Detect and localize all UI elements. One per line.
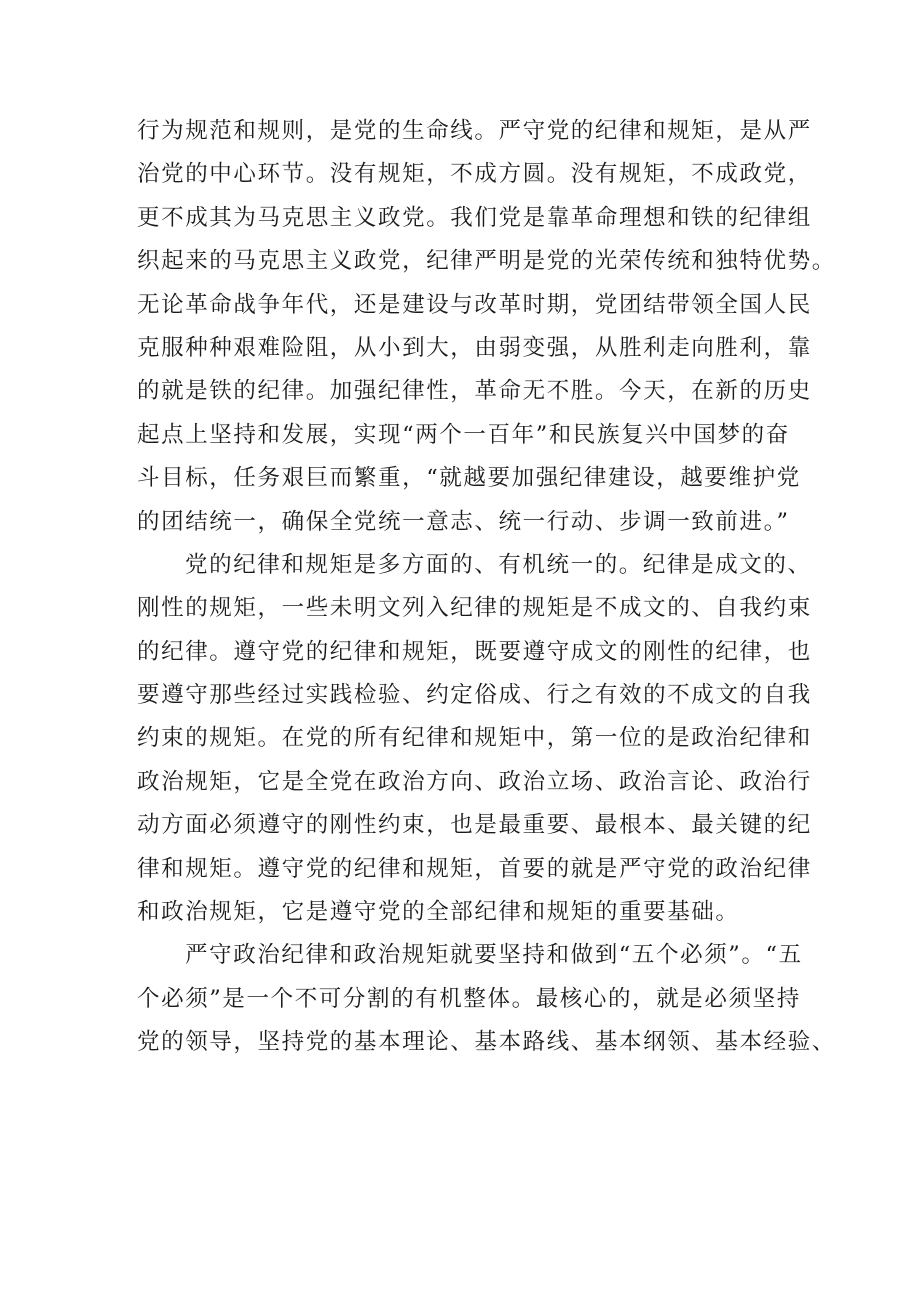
document-body: [137, 110, 836, 1065]
text-line: 织起来的马克思主义政党，纪律严明是党的光荣传统和独特优势。: [137, 248, 836, 275]
text-line: 动方面必须遵守的刚性约束，也是最重要、最根本、最关键的纪: [137, 812, 812, 839]
text-line: 约束的规矩。在党的所有纪律和规矩中，第一位的是政治纪律和: [137, 725, 812, 752]
text-line: 政治规矩，它是全党在政治方向、政治立场、政治言论、政治行: [137, 768, 812, 795]
paragraph-3: [137, 934, 836, 1064]
text-line: 党的领导，坚持党的基本理论、基本路线、基本纲领、基本经验、: [137, 1029, 836, 1056]
text-line: 的团结统一，确保全党统一意志、统一行动、步调一致前进。”: [137, 508, 790, 535]
text-line: 严守政治纪律和政治规矩就要坚持和做到“五个必须”。“五: [185, 942, 803, 969]
text-line: 个必须”是一个不可分割的有机整体。最核心的，就是必须坚持: [137, 985, 801, 1012]
paragraph-2: [137, 544, 817, 935]
text-line: 克服种种艰难险阻，从小到大，由弱变强，从胜利走向胜利，靠: [137, 334, 812, 361]
text-line: 刚性的规矩，一些未明文列入纪律的规矩是不成文的、自我约束: [137, 595, 812, 622]
text-line: 斗目标，任务艰巨而繁重，“就越要加强纪律建设，越要维护党: [137, 465, 801, 492]
text-line: 更不成其为马克思主义政党。我们党是靠革命理想和铁的纪律组: [137, 204, 812, 231]
text-line: 党的纪律和规矩是多方面的、有机统一的。纪律是成文的、: [185, 551, 812, 578]
text-line: 的就是铁的纪律。加强纪律性，革命无不胜。今天，在新的历史: [137, 378, 812, 405]
text-line: 无论革命战争年代，还是建设与改革时期，党团结带领全国人民: [137, 291, 812, 318]
text-line: 要遵守那些经过实践检验、约定俗成、行之有效的不成文的自我: [137, 682, 812, 709]
text-line: 治党的中心环节。没有规矩，不成方圆。没有规矩，不成政党，: [137, 161, 812, 188]
text-line: 起点上坚持和发展，实现“两个一百年”和民族复兴中国梦的奋: [137, 421, 790, 448]
text-line: 的纪律。遵守党的纪律和规矩，既要遵守成文的刚性的纪律，也: [137, 638, 812, 665]
text-line: 律和规矩。遵守党的纪律和规矩，首要的就是严守党的政治纪律: [137, 855, 812, 882]
paragraph-1: [137, 110, 836, 544]
text-line: 和政治规矩，它是遵守党的全部纪律和规矩的重要基础。: [137, 899, 740, 926]
text-line: 行为规范和规则，是党的生命线。严守党的纪律和规矩，是从严: [137, 118, 812, 144]
